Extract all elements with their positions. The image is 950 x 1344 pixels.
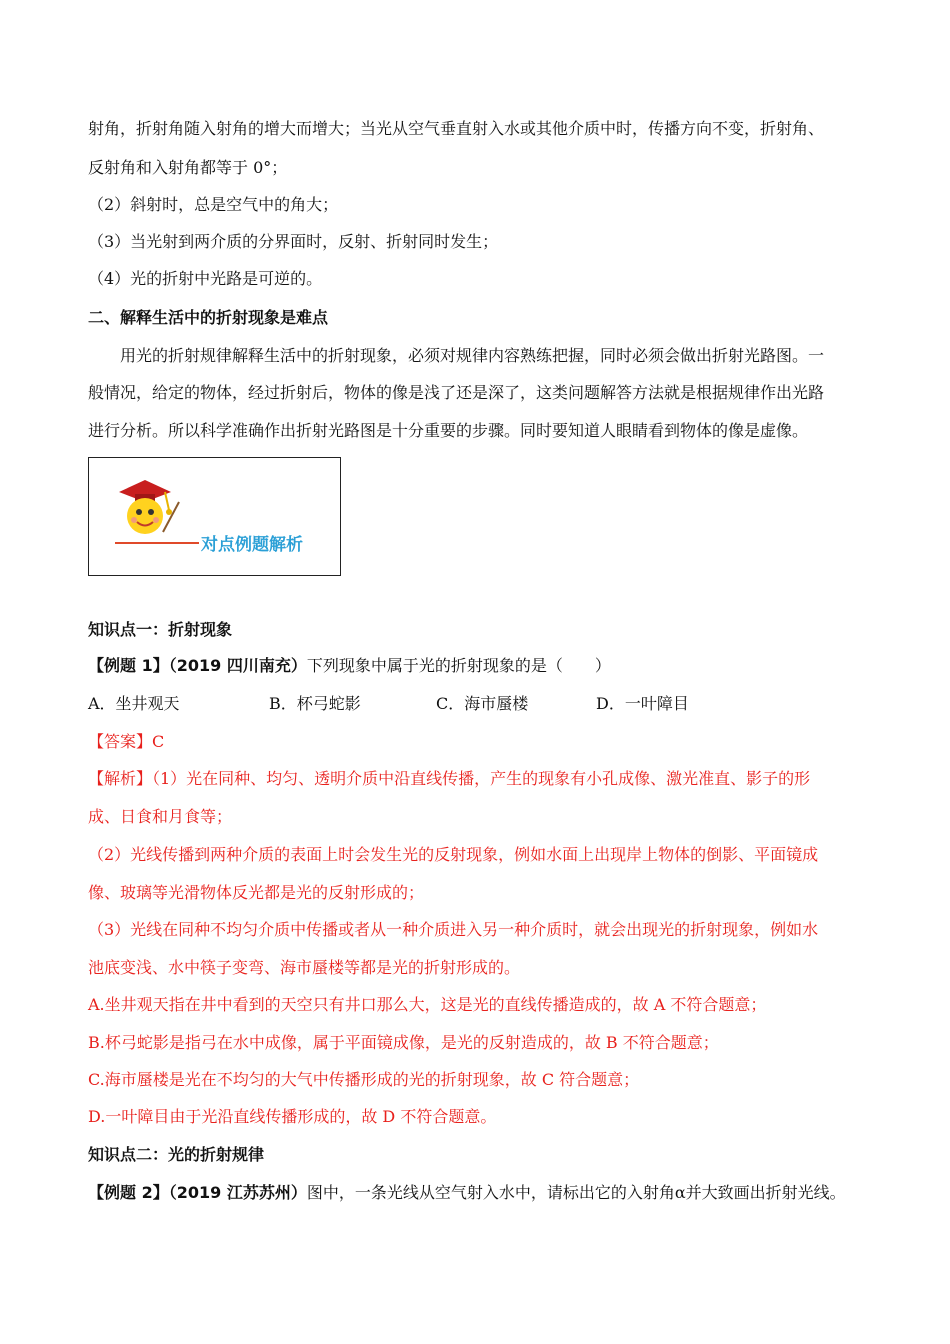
analysis-line: 像、玻璃等光滑物体反光都是光的反射形成的； — [88, 883, 425, 902]
example-1-question: 下列现象中属于光的折射现象的是（ ） — [306, 656, 611, 675]
option-a: A．坐井观天 — [88, 694, 180, 713]
badge-underline — [115, 542, 199, 544]
section-para-line-1: 用光的折射规律解释生活中的折射现象，必须对规律内容熟练把握，同时必须会做出折射光路图。一 — [120, 346, 825, 365]
option-d: D．一叶障目 — [596, 694, 689, 713]
example-2-question: 图中，一条光线从空气射入水中，请标出它的入射角α并大致画出折射光线。 — [306, 1183, 846, 1202]
analysis-line: 【解析】（1）光在同种、均匀、透明介质中沿直线传播，产生的现象有小孔成像、激光准直、影子的形 — [88, 769, 811, 788]
graduate-smiley-icon — [113, 472, 193, 542]
analysis-line: D.一叶障目由于光沿直线传播形成的，故 D 不符合题意。 — [88, 1107, 497, 1126]
analysis-line: B.杯弓蛇影是指弓在水中成像，属于平面镜成像，是光的反射造成的，故 B 不符合题意； — [88, 1033, 719, 1052]
answer: 【答案】C — [88, 732, 165, 751]
option-b: B．杯弓蛇影 — [269, 694, 361, 713]
analysis-line: 成、日食和月食等； — [88, 807, 233, 826]
badge-title: 对点例题解析 — [201, 535, 303, 555]
section-para-line-3: 进行分析。所以科学准确作出折射光路图是十分重要的步骤。同时要知道人眼睛看到物体的像是虚像。 — [88, 421, 809, 440]
rule-4: （4）光的折射中光路是可逆的。 — [88, 269, 323, 288]
kp1-heading: 知识点一：折射现象 — [88, 620, 233, 639]
rule-2: （2）斜射时，总是空气中的角大； — [88, 195, 339, 214]
example-1-label: 【例题 1】 — [88, 656, 169, 675]
section-para-line-2: 般情况，给定的物体，经过折射后，物体的像是浅了还是深了，这类问题解答方法就是根据规律作出光路 — [88, 383, 825, 402]
analysis-line: A.坐井观天指在井中看到的天空只有井口那么大，这是光的直线传播造成的，故 A 不符合题意； — [88, 995, 767, 1014]
kp2-heading: 知识点二：光的折射规律 — [88, 1145, 265, 1164]
example-2-title — [88, 1182, 846, 1204]
example-2-source: （2019 江苏苏州） — [168, 1183, 307, 1202]
intro-line-2: 反射角和入射角都等于 0°； — [88, 158, 288, 177]
example-1-title — [88, 655, 611, 677]
example-2-label: 【例题 2】 — [88, 1183, 169, 1202]
intro-line-1: 射角，折射角随入射角的增大而增大；当光从空气垂直射入水或其他介质中时，传播方向不变，折射角、 — [88, 119, 825, 138]
rule-3: （3）当光射到两介质的分界面时，反射、折射同时发生； — [88, 232, 499, 251]
analysis-line: （3）光线在同种不均匀介质中传播或者从一种介质进入另一种介质时，就会出现光的折射现象，例如水 — [88, 920, 819, 939]
analysis-line: C.海市蜃楼是光在不均匀的大气中传播形成的光的折射现象，故 C 符合题意； — [88, 1070, 640, 1089]
analysis-line: 池底变浅、水中筷子变弯、海市蜃楼等都是光的折射形成的。 — [88, 958, 521, 977]
option-c: C．海市蜃楼 — [436, 694, 529, 713]
analysis-line: （2）光线传播到两种介质的表面上时会发生光的反射现象，例如水面上出现岸上物体的倒影、平面镜成 — [88, 845, 819, 864]
section-heading: 二、解释生活中的折射现象是难点 — [88, 308, 329, 327]
example-1-source: （2019 四川南充） — [168, 656, 307, 675]
example-analysis-badge — [88, 457, 341, 576]
